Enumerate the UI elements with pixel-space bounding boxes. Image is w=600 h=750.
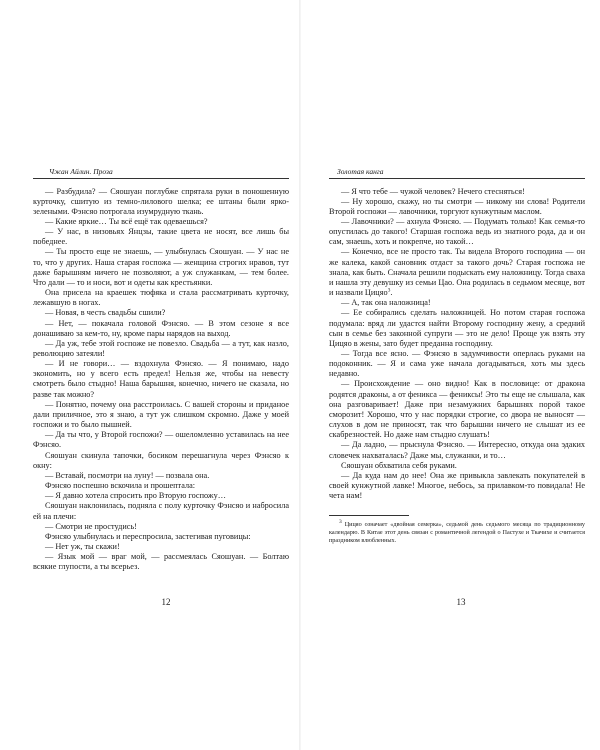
left-paragraph: Фэнсяо улыбнулась и переспросила, застегивая пуговицы: [45,531,251,541]
footnote-divider [329,515,409,516]
left-paragraph: — Разбудила? — Сяошуан поглубже спрятала руки в поношенную курточку, сшитую из темно-лилового шелка; ее штаны были ярко-зелеными. Фэнсяо потрогала изумрудную ткань. [33,186,289,216]
left-paragraph: Сяошуан наклонилась, подняла с полу курточку Фэнсяо и набросила ей на плечи: [33,501,289,521]
left-paragraph: — И не говори… — вздохнула Фэнсяо. — Я понимаю, надо экономить, но у всего есть предел! Нельзя же, чтобы на невесту смотреть было стыдно! Наша барышня, конечно, ничего не сказала, но разве так можно? [33,359,289,399]
right-page-number: 13 [456,597,466,607]
left-paragraph: — Какие яркие… Ты всё ещё так одеваешься? [45,216,208,226]
left-paragraph: — Нет уж, ты скажи! [45,541,120,551]
right-paragraph: — Я что тебе — чужой человек? Нечего стесняться! [341,186,525,196]
left-paragraph: Фэнсяо поспешно вскочила и прошептала: [45,481,196,491]
left-paragraph: — Вставай, посмотри на луну! — позвала она. [45,470,210,480]
right-paragraph: — Да ладно, — прыснула Фэнсяо. — Интересно, откуда она эдаких словечек нахваталась? Даже мы, служанки, и то… [329,440,585,460]
left-paragraph: — Да ты что, у Второй госпожи? — ошеломленно уставилась на нее Фэнсяо. [33,430,289,450]
right-paragraph: — Ее собирались сделать наложницей. Но потом старая госпожа подумала: вряд ли удастся найти Второму господину жену, а средний сын в семье без законной супруги — это не дело! Проще уж взять эту Цицяо в жены, зато будет преданна господину. [329,308,585,348]
left-page-number: 12 [161,597,171,607]
right-paragraph: — Тогда все ясно. — Фэнсяо в задумчивости оперлась руками на подоконник. — Я и сама уже начала догадываться, хоть мы здесь недавно. [329,349,585,379]
left-page [33,168,289,572]
right-paragraph-with-footnote [329,247,585,298]
right-running-head: Золотая канга [329,168,585,179]
left-paragraph: — У нас, в низовьях Янцзы, такие цвета не носят, все лишь бы победнее. [33,227,289,247]
left-paragraph: Она присела на краешек тюфяка и стала рассматривать курточку, лежавшую в ногах. [33,288,289,308]
right-paragraph-text: — Конечно, все не просто так. Ты видела Второго господина — он же калека, какой сановник отдаст за такого дочь? Старая госпожа не знала, как быть. Сначала решили подыскать ему наложницу. Тогда сваха и нашла эту девушку из семьи Цао. Она родилась в седьмом месяце, вот и назвали Цицяо [329,247,585,298]
right-page-body [329,187,585,502]
left-paragraph: — Я давно хотела спросить про Вторую госпожу… [45,491,227,501]
book-gutter [299,0,301,750]
left-paragraph: — Да уж, тебе этой госпоже не повезло. Свадьба — а тут, как назло, революцию затеяли! [33,338,289,358]
left-running-head: Чжан Айлин. Проза [33,168,289,179]
left-page-body [33,187,289,573]
right-paragraph: — Лавочники? — ахнула Фэнсяо. — Подумать только! Как семья-то опустилась до такого! Старшая госпожа ведь из знатного рода, да и он сам, знаешь, хоть и покрепче, но такой… [329,216,585,247]
left-paragraph: — Ты просто еще не знаешь, — улыбнулась Сяошуан. — У нас не то, что у других. Наша старая госпожа — женщина строгих нравов, тут даже барышням ничего не позволяют, а уж служанкам, — тем более. Что дали — то и носи, вот и одеты как крестьянки. [33,247,289,287]
footnote [329,521,585,545]
left-paragraph: — Новая, в честь свадьбы сшили? [45,308,166,318]
right-page [329,168,585,545]
right-paragraph-end: . [390,288,393,298]
right-paragraph: — Ну хорошо, скажу, но ты смотри — никому ни слова! Родители Второй госпожи — лавочники, торгуют кунжутным маслом. [329,196,585,216]
right-paragraph: — А, так она наложница! [341,298,431,308]
footnote-reference: 3 [387,287,391,294]
left-paragraph: — Понятно, почему она расстроилась. С вашей стороны и приданое дали приличное, это я знаю, а тут уж слишком скромно. Даже у моей госпожи и то было пышней. [33,399,289,430]
left-paragraph: Сяошуан скинула тапочки, босиком перешагнула через Фэнсяо к окну: [33,450,289,470]
left-paragraph: — Смотри не простудись! [45,521,137,531]
footnote-number: 3 [339,519,342,526]
left-paragraph: — Нет, — покачала головой Фэнсяо. — В этом сезоне я все донашиваю за кем-то, ну, кроме пары нарядов на выход. [33,318,289,338]
right-paragraph: — Да куда нам до нее! Она же привыкла завлекать покупателей в своей кунжутной лавке! Многое, небось, за прилавком-то повидала! Не чета нам! [329,470,585,501]
right-paragraph: — Происхождение — оно видно! Как в пословице: от дракона родятся драконы, а от феникса — фениксы! Это ты еще не слышала, как она разговаривает! Даже при незамужних барышнях порой такое сморозит! Хорошо, что у нас порядки строгие, со двора не выносят — слухов в дом не приносят, так что барышни ничего не слышат из ее скабрезностей. Но даже нам стыдно слушать! [329,379,585,440]
left-paragraph: — Язык мой — враг мой, — рассмеялась Сяошуан. — Болтаю всякие глупости, а ты всерьез. [33,552,289,572]
right-paragraph: Сяошуан обхватила себя руками. [341,460,457,470]
footnote-text: Цицяо означает «двойная семерка», седьмой день седьмого месяца по традиционному календарю. В Китае этот день связан с романтичной легендой о Пастухе и Ткачихе и считается праздником влюбленных. [329,521,586,545]
